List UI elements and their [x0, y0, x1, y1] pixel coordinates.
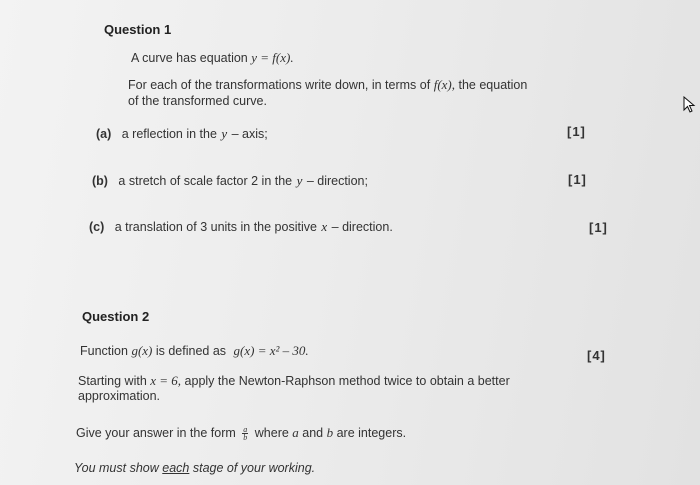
q2-function: g(x) [131, 343, 153, 358]
part-variable: y [296, 173, 303, 188]
q1-part-c [89, 218, 393, 236]
part-text-end: – direction; [306, 174, 368, 188]
q1-instruction-text: For each of the transformations write down, in terms of [128, 78, 431, 92]
q2-text: Give your answer in the form [76, 426, 236, 440]
q2-start-value: x = 6, [150, 373, 182, 388]
q1-part-c-marks: [1] [589, 220, 608, 235]
q2-answer-form [76, 425, 406, 441]
q2-text: and [302, 426, 324, 440]
q2-text: are integers. [336, 426, 407, 440]
q1-intro-equation: y = f(x). [251, 50, 294, 65]
q1-part-b [92, 172, 368, 190]
q1-part-a-marks: [1] [567, 124, 586, 139]
part-text: a translation of 3 units in the positive [114, 220, 317, 234]
part-text: a reflection in the [121, 127, 217, 141]
q1-intro-text: A curve has equation [131, 51, 248, 65]
q2-text: You must show [74, 461, 159, 475]
part-label: (a) [96, 127, 112, 141]
q2-text: stage of your working. [192, 461, 316, 475]
q2-text: Function [80, 344, 128, 358]
q2-start-line-1 [78, 373, 510, 389]
part-text-end: – direction. [331, 220, 393, 234]
q2-equation: g(x) = x² – 30. [233, 343, 309, 358]
fraction-numerator: a [243, 425, 248, 435]
question-2-title: Question 2 [82, 309, 150, 324]
q2-start-line-2: approximation. [78, 389, 160, 403]
part-text-end: – axis; [231, 127, 268, 141]
q1-instruction-text-end: the equation [458, 78, 528, 92]
q2-working-instruction [74, 461, 315, 475]
q2-text: where [254, 426, 289, 440]
part-label: (c) [89, 220, 105, 234]
part-label: (b) [92, 174, 108, 188]
q1-instruction-line-2: of the transformed curve. [128, 94, 267, 108]
q1-instruction-fx: f(x), [433, 77, 455, 92]
q2-text: is defined as [155, 344, 227, 358]
q2-emphasis: each [162, 461, 190, 475]
q2-var-a: a [292, 425, 299, 440]
q2-marks: [4] [587, 348, 606, 363]
part-text: a stretch of scale factor 2 in the [118, 174, 293, 188]
q1-part-b-marks: [1] [568, 172, 587, 187]
part-variable: x [321, 219, 328, 234]
fraction-a-over-b [242, 426, 248, 441]
q2-var-b: b [326, 425, 334, 440]
q2-text: apply the Newton-Raphson method twice to obtain a better [184, 374, 510, 388]
mouse-pointer-icon [683, 96, 697, 119]
question-1-title: Question 1 [104, 22, 172, 37]
q2-function-definition [80, 343, 309, 359]
q1-intro [131, 50, 294, 66]
q1-instruction-line-1 [128, 77, 527, 93]
part-variable: y [221, 126, 228, 141]
q2-text: Starting with [78, 374, 147, 388]
fraction-denominator: b [243, 433, 248, 443]
q1-part-a [96, 125, 268, 143]
